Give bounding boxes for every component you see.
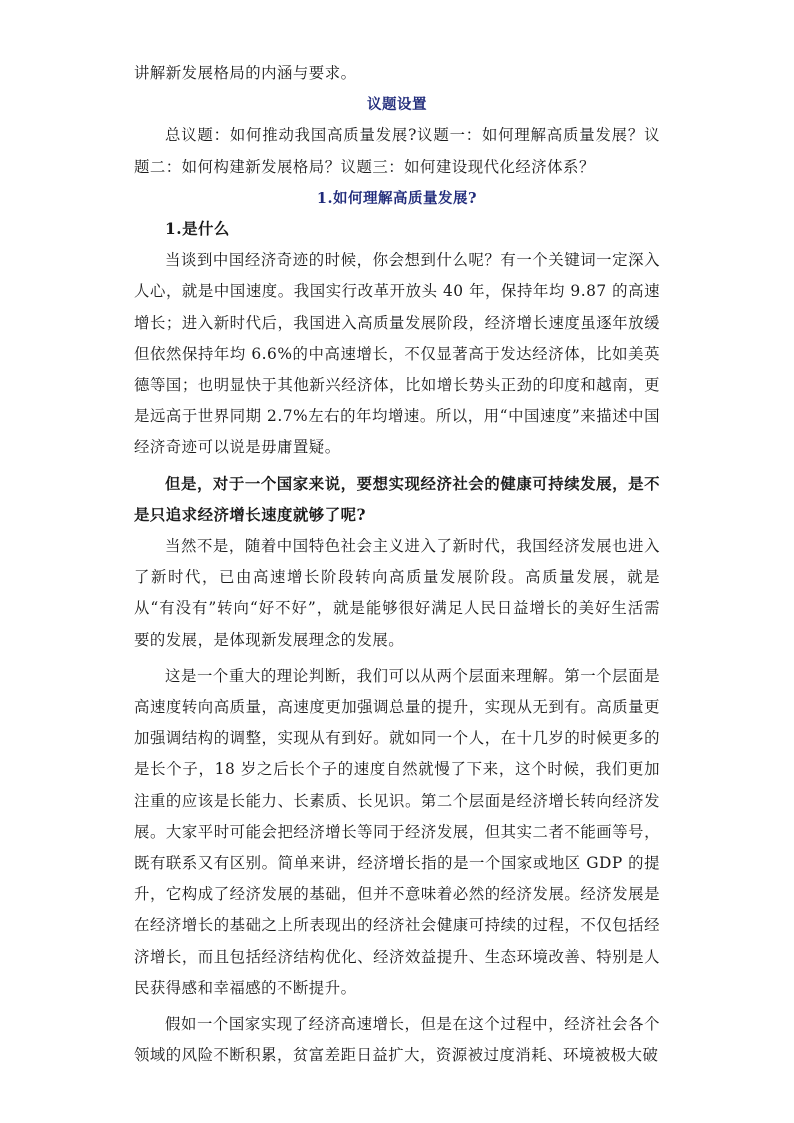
paragraph-hypothesis: 假如一个国家实现了经济高速增长，但是在这个过程中，经济社会各个领域的风险不断积累，贫富差距日益扩大，资源被过度消耗、环境被极大破 — [134, 1015, 660, 1065]
paragraph-intro-tail: 讲解新发展格局的内涵与要求。 — [134, 64, 357, 82]
paragraph-high-quality: 当然不是，随着中国特色社会主义进入了新时代，我国经济发展也进入了新时代，已由高速增长阶段转向高质量发展阶段。高质量发展，就是从“有没有”转向“好不好”，就是能够很好满足人民日益增长的美好生活需要的发展，是体现新发展理念的发展。 — [134, 537, 660, 649]
paragraph-two-levels: 这是一个重大的理论判断，我们可以从两个层面来理解。第一个层面是高速度转向高质量，高速度更加强调总量的提升，实现从无到有。高质量更加强调结构的调整，实现从有到好。就如同一个人，在十几岁的时候更多的是长个子，18 岁之后长个子的速度自然就慢了下来，这个时候，我们更加注重的应该是长能力、长素质、长见识。第二个层面是经济增长转向经济发展。大家平时可能会把经济增长等同于经济发展，但其实二者不能画等号，既有联系又有区别。简单来讲，经济增长指的是一个国家或地区 GDP 的提升，它构成了经济发展的基础，但并不意味着必然的经济发展。经济发展是在经济增长的基础之上所表现出的经济社会健康可持续的过程，不仅包括经济增长，而且包括经济结构优化、经济效益提升、生态环境改善、特别是人民获得感和幸福感的不断提升。 — [134, 666, 660, 997]
document-page — [134, 58, 660, 1072]
heading-what-is: 1.是什么 — [165, 220, 230, 239]
paragraph-question-bold: 但是，对于一个国家来说，要想实现经济社会的健康可持续发展，是不是只追求经济增长速度就够了呢? — [134, 474, 660, 524]
paragraph-topics: 总议题：如何推动我国高质量发展?议题一：如何理解高质量发展？议题二：如何构建新发展格局？议题三：如何建设现代化经济体系？ — [134, 126, 660, 176]
heading-section-1: 1.如何理解高质量发展? — [316, 189, 478, 207]
paragraph-china-speed: 当谈到中国经济奇迹的时候，你会想到什么呢？有一个关键词一定深入人心，就是中国速度。我国实行改革开放头 40 年，保持年均 9.87 的高速增长；进入新时代后，我国进入高质量发展阶段，经济增长速度虽逐年放缓但依然保持年均 6.6%的中高速增长，不仅显著高于发达经济体，比如美英德等国；也明显快于其他新兴经济体，比如增长势头正劲的印度和越南，更是远高于世界同期 2.7%左右的年均增速。所以，用“中国速度”来描述中国经济奇迹可以说是毋庸置疑。 — [134, 251, 660, 457]
heading-topic-setting: 议题设置 — [367, 96, 427, 114]
